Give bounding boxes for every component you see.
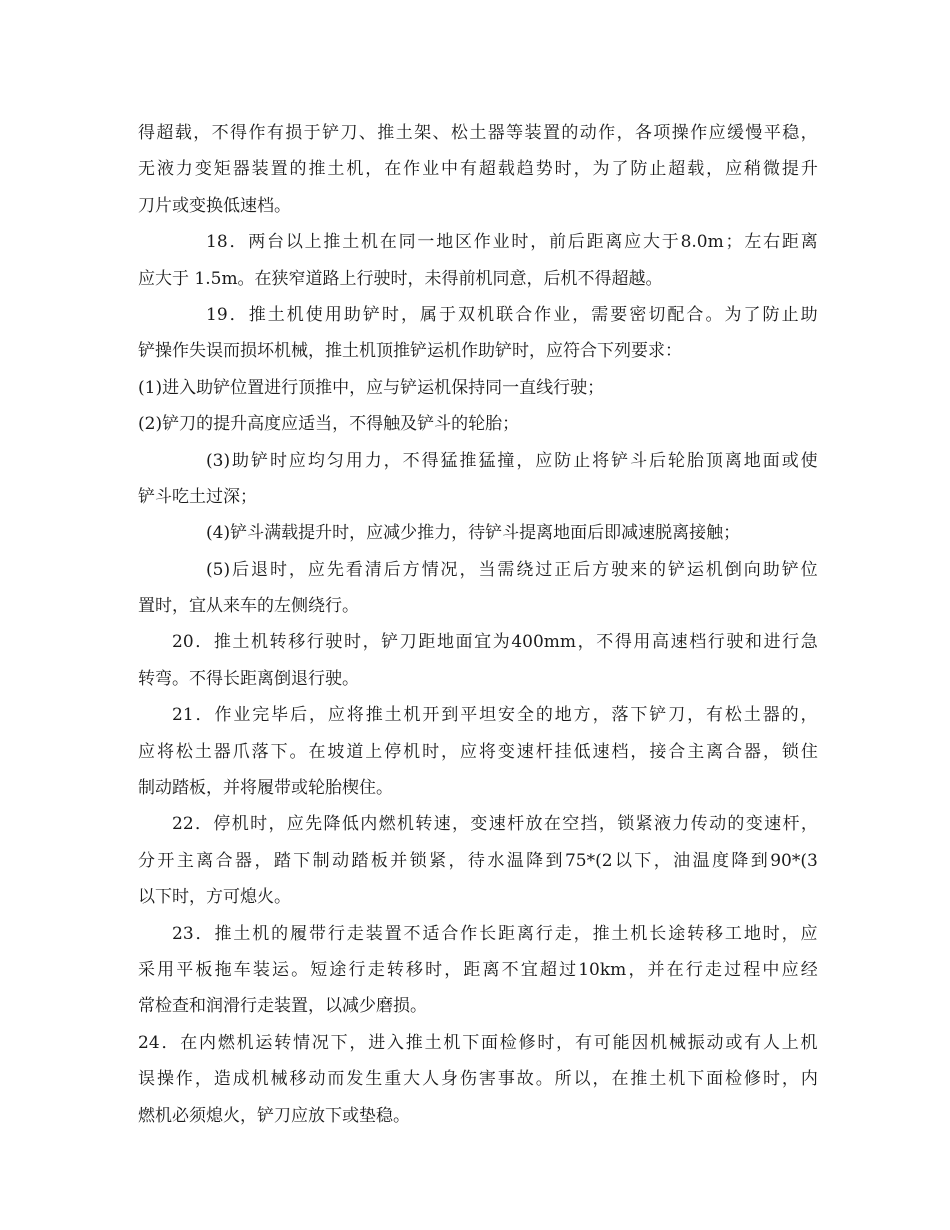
text-line: 23 ． 推 土 机 的 履 带 行 走 装 置 不 适 合 作 长 距 离 行 走 ， 推 土 机 长 途 转 移 工 地 时 ， 应 xyxy=(172,923,818,944)
text-line: 24 ． 在 内 燃 机 运 转 情 况 下 ， 进 入 推 土 机 下 面 检 修 时 ， 有 可 能 因 机 械 振 动 或 有 人 上 机 xyxy=(138,1032,818,1053)
text-line: 转弯。不得长距离倒退行驶。 xyxy=(138,668,359,689)
text-line: (3) 助 铲 时 应 均 匀 用 力 ， 不 得 猛 推 猛 撞 ， 应 防 止 将 铲 斗 后 轮 胎 顶 离 地 面 或 使 xyxy=(206,450,818,471)
text-line: (2)铲刀的提升高度应适当，不得触及铲斗的轮胎； xyxy=(138,414,520,435)
text-line: 21 ． 作 业 完 毕 后 ， 应 将 推 土 机 开 到 平 坦 安 全 的 地 方 ， 落 下 铲 刀 ， 有 松 土 器 的 ， xyxy=(172,705,818,726)
text-line: 分 开 主 离 合 器 ， 踏 下 制 动 踏 板 并 锁 紧 ， 待 水 温 降 到 75*(2 以 下 ， 油 温 度 降 到 90*(3 xyxy=(138,850,818,871)
text-line: 得 超 载 ， 不 得 作 有 损 于 铲 刀 、 推 土 架 、 松 土 器 等 装 置 的 动 作 ， 各 项 操 作 应 缓 慢 平 稳 ， xyxy=(138,123,818,143)
text-line: 20 ． 推 土 机 转 移 行 驶 时 ， 铲 刀 距 地 面 宜 为 400mm ， 不 得 用 高 速 档 行 驶 和 进 行 急 xyxy=(172,632,818,653)
text-line: (4)铲斗满载提升时，应减少推力，待铲斗提离地面后即减速脱离接触； xyxy=(206,523,741,544)
text-line: 采 用 平 板 拖 车 装 运 。 短 途 行 走 转 移 时 ， 距 离 不 宜 超 过 10km ， 并 在 行 走 过 程 中 应 经 xyxy=(138,959,818,980)
text-line: 应大于 1.5m。在狭窄道路上行驶时，未得前机同意，后机不得超越。 xyxy=(138,268,663,289)
text-line: 置时，宜从来车的左侧绕行。 xyxy=(138,596,359,617)
text-line: 19 ． 推 土 机 使 用 助 铲 时 ， 属 于 双 机 联 合 作 业 ， 需 要 密 切 配 合 。 为 了 防 止 助 xyxy=(206,304,818,325)
text-line: (5) 后 退 时 ， 应 先 看 清 后 方 情 况 ， 当 需 绕 过 正 后 方 驶 来 的 铲 运 机 倒 向 助 铲 位 xyxy=(206,559,818,580)
text-line: 应 将 松 土 器 爪 落 下 。 在 坡 道 上 停 机 时 ， 应 将 变 速 杆 挂 低 速 档 ， 接 合 主 离 合 器 ， 锁 住 xyxy=(138,741,818,762)
text-line: 18 ． 两 台 以 上 推 土 机 在 同 一 地 区 作 业 时 ， 前 后 距 离 应 大 于 8.0m ； 左 右 距 离 xyxy=(206,232,818,253)
text-line: 22 ． 停 机 时 ， 应 先 降 低 内 燃 机 转 速 ， 变 速 杆 放 在 空 挡 ， 锁 紧 液 力 传 动 的 变 速 杆 ， xyxy=(172,814,818,835)
text-line: 铲操作失误而损坏机械，推土机顶推铲运机作助铲时，应符合下列要求： xyxy=(138,341,682,362)
text-line: 刀片或变换低速档。 xyxy=(138,195,291,216)
text-line: (1)进入助铲位置进行顶推中，应与铲运机保持同一直线行驶； xyxy=(138,377,605,398)
text-line: 常检查和润滑行走装置，以减少磨损。 xyxy=(138,996,427,1017)
text-line: 无 液 力 变 矩 器 装 置 的 推 土 机 ， 在 作 业 中 有 超 载 趋 势 时 ， 为 了 防 止 超 载 ， 应 稍 微 提 升 xyxy=(138,159,818,180)
text-line: 以下时，方可熄火。 xyxy=(138,887,291,908)
document-body xyxy=(138,118,818,1137)
text-line: 铲斗吃土过深； xyxy=(138,486,257,507)
text-line: 燃机必须熄火，铲刀应放下或垫稳。 xyxy=(138,1105,410,1126)
text-line: 误 操 作 ， 造 成 机 械 移 动 而 发 生 重 大 人 身 伤 害 事 故 。 所 以 ， 在 推 土 机 下 面 检 修 时 ， 内 xyxy=(138,1069,818,1090)
text-line: 制动踏板，并将履带或轮胎楔住。 xyxy=(138,778,393,799)
